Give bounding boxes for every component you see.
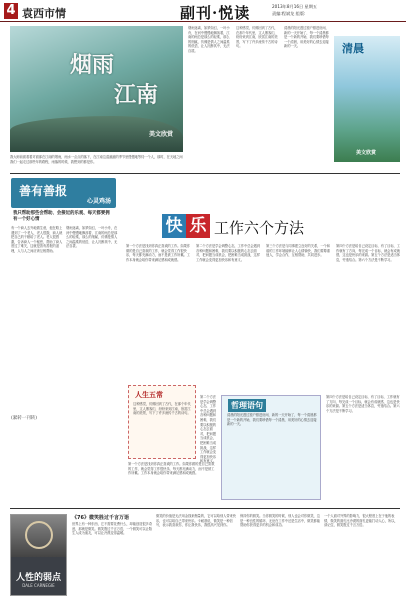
book-cover-title: 人性的弱点 (15, 573, 61, 583)
people-box (128, 385, 196, 459)
page-title: 副刊·悦读 (180, 4, 251, 22)
work-column-3: 第三个方法是与同事建立良好的关系，一个和谐的工作环境能够让人心情愉快，我们要尊重他人，学会合作，互相帮助，共同进步。 (266, 244, 330, 258)
philosophy-box-title: 哲理语句 (228, 399, 266, 412)
right-photo-heading: 清晨 (342, 42, 364, 55)
article-subhead: 我只帮助那些会帮助、会接近的乐观、每天都要拥有一个好心情 (13, 211, 110, 222)
article-column-c: 清晨的阳光透过窗户照进房间，新的一天开始了，每一个清晨都是一个新的开始，我们要珍惜每一个清晨，用美好的心情去迎接新的一天。 (284, 26, 329, 49)
bottom-column-4: 一个人面对外界的影响力，很大程度上在于他的表情，微笑的面孔比冷漠的面孔更能打动人心，所以，请记住，微笑胜过千言万语。 (324, 514, 398, 528)
work-column-1b: 第一个方法是找到你真正喜欢的工作。如果你做的是自己喜欢的工作，就会觉得工作很快乐，每天都充满动力，而不是被工作所累。工作本身就会给你带来满足感和成就感。 (128, 462, 215, 476)
article-column-b: 这种感觉，仿佛回到了古代，在那个年代里，文人墨客们，纷纷来到江南，欣赏江南的美景，写下了许多流传千古的诗句。 (236, 26, 278, 49)
right-photo-credit: 美文欣赏 (356, 150, 377, 156)
section-name: 袁西市情 (22, 7, 66, 20)
good-deed-article: 有一个商人去外地做生意，他在路上遇到了一个老人，老人很饿，商人就把自己的干粮给了老人。老人很感激，告诉商人一个秘密，帮助了商人度过了难关，这就是善有善报的道理，人与人之间应该互相帮助。 (11, 226, 63, 253)
work-column-2: 第二个方法是学会调整心态，工作中总会遇到各种问题和困难，我们要以积极的心态去面对，把问题当成机会，把困难当成挑战，这样工作就会变得更加快乐和有意义。 (196, 244, 260, 262)
date-line: 2013年8月16日 星期五 (272, 4, 318, 9)
photo-caption-chars-2: 江南 (114, 82, 159, 108)
photo-caption-chars-1: 烟雨 (70, 52, 115, 78)
book-cover-ring (25, 521, 53, 549)
people-box-title: 人生五常 (135, 391, 163, 399)
page-header (0, 0, 406, 22)
people-box-text: 这种感觉，仿佛回到了古代，在那个年代里，文人墨客们，纷纷来到江南，欣赏江南的美景，写下了许多流传千古的诗句。 (133, 402, 191, 416)
article-column-a: 烟雨迷离，如梦如幻，一叶小舟，在河中慢慢地飘荡着，江南的雨总是那么的轻柔，那么的细腻，仿佛是情人之间温柔的低语，让人沉醉其中，无法自拔。 (188, 26, 230, 53)
work-column-1: 第一个方法是找到你真正喜欢的工作。如果你做的是自己喜欢的工作，就会觉得工作很快乐，每天都充满动力，而不是被工作所累。工作本身就会给你带来满足感和成就感。 (126, 244, 190, 262)
photo-credit: 美文欣赏 (148, 131, 173, 138)
good-deed-article-col2: 烟雨迷离，如梦如幻，一叶小舟，在河中慢慢地飘荡着，江南的雨总是那么的轻柔，那么的细腻，仿佛是情人之间温柔的低语，让人沉醉其中，无法自拔。 (66, 226, 118, 249)
article-text-topleft: 我大师前面看着对面那在江南的烟雨，雨水一点点的落下，在江南这湿漉漉的季节里慢慢地等待一个人，那时，在天地之间我们一起走过那些年的路程，雨落的时候，我想到的都是你。 (10, 155, 183, 164)
top-photo (10, 26, 183, 152)
work-column-4: 第四个方法是给自己设定目标，有了目标，工作就有了方向，每完成一个目标，就会有成就感，这也是快乐的来源。第五个方法是适当休息，劳逸结合。第六个方法是不断学习。 (336, 244, 400, 262)
bottom-column-2: 微笑的价值是无法用金钱来衡量的，它可以给别人带来快乐，也可以给自己带来快乐。卡耐基说，微笑是一种信号，表示我喜欢你，你让我快乐，我很高兴见到你。 (156, 514, 236, 528)
book-cover-author: DALE CARNEGIE (22, 583, 55, 588)
section-banner (11, 178, 116, 208)
work-column-2b: 第二个方法是学会调整心态，工作中总会遇到各种问题和困难，我们要以积极的心态去面对，把问题当成机会，把困难当成挑战，这样工作就会变得更加快乐和有意义。 (200, 395, 216, 464)
page-number: 4 (4, 3, 18, 19)
editor-line: 责编:程斌龙 组版: (272, 11, 306, 16)
philosophy-box-text: 清晨的阳光透过窗户照进房间，新的一天开始了，每一个清晨都是一个新的开始，我们要珍惜每一个清晨，用美好的心情去迎接新的一天。 (227, 413, 317, 427)
headline (162, 214, 392, 240)
headline-rest: 工作六个方法 (214, 219, 305, 237)
book-cover (10, 514, 67, 596)
bottom-column-3: 保持你的微笑。当你微笑的时候，别人也会对你微笑，这是一种良性的循环，无论在工作中还是生活中，微笑都能帮助你获得更多的机会和成功。 (240, 514, 320, 528)
headline-char-le: 乐 (186, 214, 210, 238)
divider (10, 173, 400, 174)
divider-bottom (10, 508, 400, 509)
banner-title: 善有善报 (19, 184, 68, 198)
banner-subtitle: 心灵鸡汤 (86, 198, 111, 205)
book-article-title: 《76》微笑胜过千言万语 (72, 515, 129, 521)
headline-char-kuai: 快 (162, 214, 186, 238)
continued-note: (紧转一刊转) (11, 416, 38, 421)
bottom-column-1: 世界上有一种东西，它不需要花费什么，却能创造很多奇迹，那就是微笑。微笑胜过千言万语，一个微笑可以让陌生人成为朋友，可以让冷漠变得温暖。 (72, 522, 152, 536)
right-photo (334, 36, 400, 162)
work-column-4b: 第四个方法是给自己设定目标，有了目标，工作就有了方向，每完成一个目标，就会有成就感，这也是快乐的来源。第五个方法是适当休息，劳逸结合。第六个方法是不断学习。 (326, 395, 400, 413)
philosophy-box (221, 395, 321, 500)
